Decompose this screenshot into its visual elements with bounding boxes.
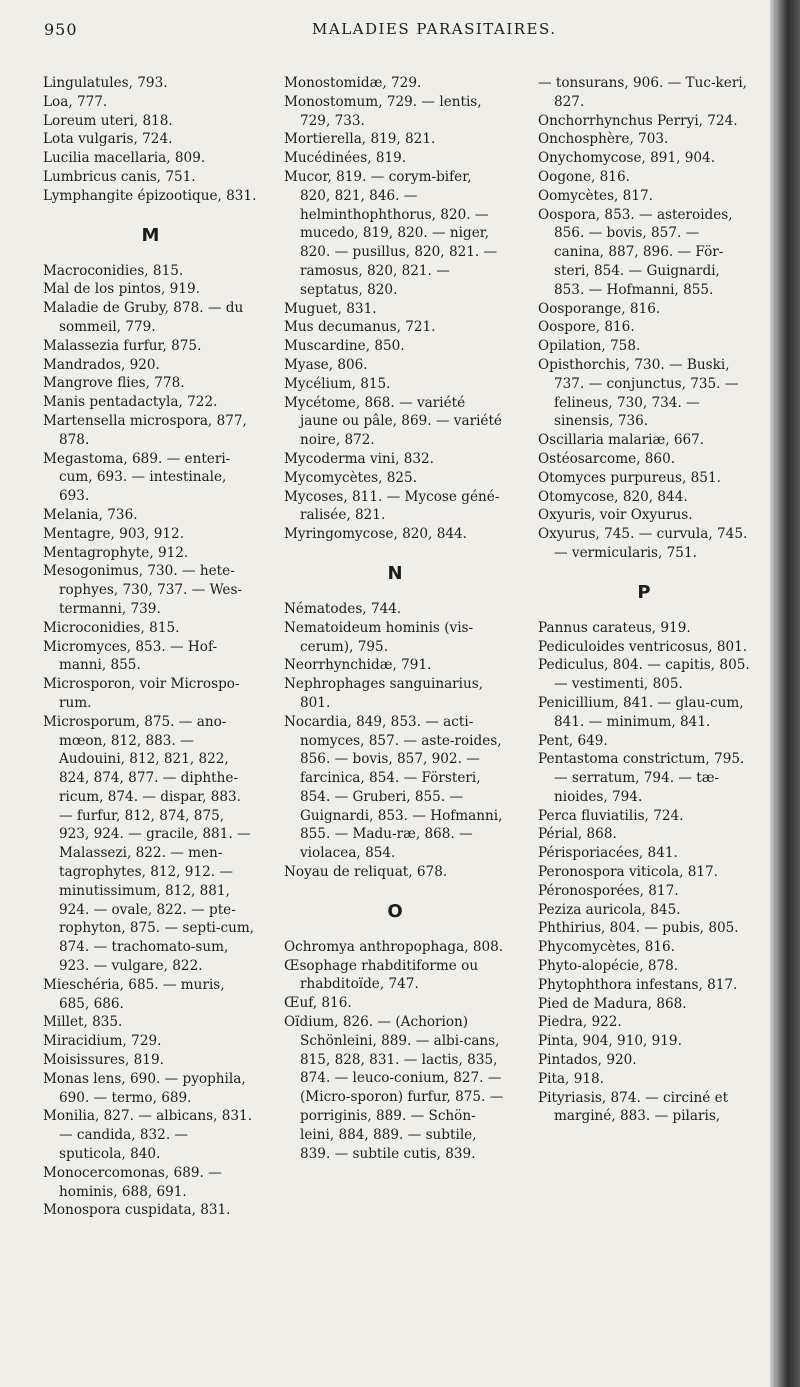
- index-entry: Pediculoides ventricosus, 801.: [538, 638, 748, 655]
- index-entry: Ostéosarcome, 860.: [538, 450, 676, 467]
- index-entry: Mentagrophyte, 912.: [43, 544, 189, 561]
- index-entry: Périsporiacées, 841.: [538, 845, 678, 862]
- index-entry: Peronospora viticola, 817.: [538, 864, 718, 881]
- index-entry: Myase, 806.: [284, 356, 368, 373]
- index-entry: Loa, 777.: [43, 93, 108, 110]
- index-entry: Oxyurus, 745. — curvula, 745. — vermicularis, 751.: [538, 526, 748, 561]
- index-entry: Mycétome, 868. — variété jaune ou pâle, 869. — variété noire, 872.: [284, 394, 502, 449]
- index-column-3: [538, 74, 750, 1126]
- index-entry: Otomycose, 820, 844.: [538, 488, 688, 505]
- index-entry: Mucédinées, 819.: [284, 150, 407, 167]
- index-entry: Œsophage rhabditiforme ou rhabditoïde, 747.: [284, 957, 479, 993]
- index-entry: Nématodes, 744.: [284, 600, 402, 617]
- index-entry: Manis pentadactyla, 722.: [43, 394, 218, 411]
- index-entry: Phytophthora infestans, 817.: [538, 976, 738, 993]
- index-entry: Moisissures, 819.: [43, 1052, 164, 1069]
- index-entry: Monocercomonas, 689. — hominis, 688, 691.: [43, 1164, 222, 1200]
- index-entry: Périal, 868.: [538, 826, 617, 843]
- index-entry: Lumbricus canis, 751.: [43, 168, 196, 185]
- index-entry: Martensella microspora, 877, 878.: [43, 412, 247, 448]
- index-entry: Nematoideum hominis (vis-cerum), 795.: [284, 619, 474, 655]
- index-entry: Lymphangite épizootique, 831.: [43, 187, 257, 204]
- index-entry: Mycoderma vini, 832.: [284, 450, 434, 467]
- index-entry: Pityriasis, 874. — circiné et marginé, 883. — pilaris,: [538, 1089, 729, 1125]
- index-entry: Pent, 649.: [538, 732, 608, 749]
- index-entry: Monospora cuspidata, 831.: [43, 1202, 231, 1219]
- section-letter-n: N: [387, 562, 403, 584]
- index-entry: Pita, 918.: [538, 1070, 604, 1087]
- index-entry: Onychomycose, 891, 904.: [538, 150, 716, 167]
- index-entry: Mieschéria, 685. — muris, 685, 686.: [43, 976, 225, 1012]
- index-entry: Mycoses, 811. — Mycose géné-ralisée, 821.: [284, 488, 500, 524]
- index-entry: Loreum uteri, 818.: [43, 112, 173, 129]
- index-entry: Œuf, 816.: [284, 995, 352, 1012]
- index-entry: Peziza auricola, 845.: [538, 901, 681, 918]
- running-head: MALADIES PARASITAIRES.: [312, 20, 557, 38]
- index-entry: Melania, 736.: [43, 506, 138, 523]
- index-entry: Monostomidæ, 729.: [284, 75, 422, 91]
- index-entry: Oospora, 853. — asteroides, 856. — bovis, 857. — canina, 887, 896. — För-steri, 854. — Guignardi, 853. — Hofmanni, 855.: [538, 206, 733, 298]
- index-entry: Malassezia furfur, 875.: [43, 337, 202, 354]
- index-entry: Noyau de reliquat, 678.: [284, 864, 448, 881]
- index-entry: Phycomycètes, 816.: [538, 939, 675, 956]
- index-entry: Lucilia macellaria, 809.: [43, 150, 206, 167]
- index-entry: — tonsurans, 906. — Tuc-keri, 827.: [538, 75, 748, 110]
- index-entry: Opilation, 758.: [538, 338, 641, 355]
- index-entry: Mangrove flies, 778.: [43, 375, 185, 392]
- index-entry: Macroconidies, 815.: [43, 262, 184, 279]
- index-entry: Mucor, 819. — corym-bifer, 820, 821, 846. — helminthophthorus, 820. — mucedo, 819, 820. — niger, 820. — pusillus, 820, 821. — ramosus, 820, 821. — septatus, 820.: [284, 168, 498, 298]
- index-entry: Pannus carateus, 919.: [538, 619, 691, 636]
- index-entry: Mortierella, 819, 821.: [284, 131, 436, 148]
- index-entry: Onchosphère, 703.: [538, 131, 669, 148]
- index-entry: Otomyces purpureus, 851.: [538, 469, 721, 486]
- index-entry: Pied de Madura, 868.: [538, 995, 687, 1012]
- index-entry: Nephrophages sanguinarius, 801.: [284, 676, 484, 711]
- index-entry: Lota vulgaris, 724.: [43, 131, 173, 148]
- index-entry: Phyto-alopécie, 878.: [538, 958, 679, 975]
- index-entry: Muscardine, 850.: [284, 338, 405, 355]
- index-column-2: [284, 74, 506, 1163]
- page-header: [0, 14, 770, 38]
- section-letter-p: P: [637, 581, 651, 603]
- index-entry: Pintados, 920.: [538, 1052, 637, 1069]
- index-entry: Mandrados, 920.: [43, 356, 160, 373]
- index-entry: Microsporon, voir Microspo-rum.: [43, 676, 240, 711]
- index-entry: Opisthorchis, 730. — Buski, 737. — conjunctus, 735. — felineus, 730, 734. — sinensis, 736.: [538, 356, 739, 430]
- index-entry: Microconidies, 815.: [43, 619, 180, 636]
- index-entry: Péronosporées, 817.: [538, 882, 679, 899]
- binding-highlight: [774, 0, 778, 1387]
- index-entry: Muguet, 831.: [284, 300, 377, 317]
- index-entry: Piedra, 922.: [538, 1014, 622, 1031]
- index-entry: Microsporum, 875. — ano-mœon, 812, 883. — Audouini, 812, 821, 822, 824, 874, 877. — diphthe-ricum, 874. — dispar, 883. — furfur, 812, 874, 875, 923, 924. — gracile, 881. — Malassezi, 822. — men-tagrophytes, 812, 912. — minutissimum, 812, 881, 924. — ovale, 822. — pte-rophyton, 875. — septi-cum, 874. — trachomato-sum, 923. — vulgare, 822.: [43, 713, 255, 975]
- index-entry: Mesogonimus, 730. — hete-rophyes, 730, 737. — Wes-termanni, 739.: [43, 563, 243, 617]
- index-entry: Perca fluviatilis, 724.: [538, 807, 684, 824]
- page-number: 950: [44, 20, 78, 39]
- index-entry: Oscillaria malariæ, 667.: [538, 432, 705, 449]
- index-entry: Myringomycose, 820, 844.: [284, 526, 467, 543]
- section-letter-m: M: [141, 224, 160, 246]
- index-entry: Oxyuris, voir Oxyurus.: [538, 507, 693, 524]
- index-entry: Mus decumanus, 721.: [284, 319, 436, 336]
- index-entry: Micromyces, 853. — Hof-manni, 855.: [43, 638, 218, 674]
- index-entry: Pinta, 904, 910, 919.: [538, 1033, 682, 1050]
- index-entry: Mentagre, 903, 912.: [43, 525, 185, 542]
- index-entry: Mycélium, 815.: [284, 375, 391, 392]
- index-entry: Pentastoma constrictum, 795. — serratum, 794. — tæ-nioides, 794.: [538, 751, 745, 805]
- index-entry: Mycomycètes, 825.: [284, 469, 418, 486]
- index-entry: Onchorrhynchus Perryi, 724.: [538, 112, 738, 129]
- index-column-1: [43, 74, 258, 1220]
- index-entry: Monostomum, 729. — lentis, 729, 733.: [284, 93, 482, 129]
- index-entry: Nocardia, 849, 853. — acti-nomyces, 857. — aste-roides, 856. — bovis, 857, 902. — farcinica, 854. — Försteri, 854. — Gruberi, 855. — Guignardi, 853. — Hofmanni, 855. — Madu-ræ, 868. — violacea, 854.: [284, 713, 503, 862]
- index-entry: Oïdium, 826. — (Achorion) Schönleini, 889. — albi-cans, 815, 828, 831. — lactis, 835, 874. — leuco-conium, 827. — (Micro-sporon) furfur, 875. — porriginis, 889. — Schön-leini, 884, 889. — subtile, 839. — subtile cutis, 839.: [284, 1014, 504, 1162]
- index-entry: Phthirius, 804. — pubis, 805.: [538, 920, 739, 937]
- index-entry: Penicillium, 841. — glau-cum, 841. — minimum, 841.: [538, 694, 744, 730]
- index-entry: Neorrhynchidæ, 791.: [284, 657, 432, 674]
- index-entry: Oogone, 816.: [538, 168, 630, 185]
- section-letter-o: O: [387, 900, 403, 922]
- index-entry: Pediculus, 804. — capitis, 805. — vestimenti, 805.: [538, 657, 750, 693]
- index-entry: Oosporange, 816.: [538, 300, 661, 317]
- index-entry: Maladie de Gruby, 878. — du sommeil, 779.: [43, 300, 244, 335]
- index-entry: Ochromya anthropophaga, 808.: [284, 938, 504, 955]
- index-entry: Lingulatules, 793.: [43, 75, 168, 91]
- index-entry: Monilia, 827. — albicans, 831. — candida, 832. — sputicola, 840.: [43, 1108, 253, 1163]
- index-entry: Millet, 835.: [43, 1014, 123, 1031]
- index-entry: Oospore, 816.: [538, 319, 635, 336]
- index-entry: Megastoma, 689. — enteri-cum, 693. — intestinale, 693.: [43, 450, 231, 505]
- index-entry: Oomycètes, 817.: [538, 187, 653, 204]
- index-entry: Mal de los pintos, 919.: [43, 281, 200, 298]
- index-entry: Miracidium, 729.: [43, 1033, 162, 1050]
- index-entry: Monas lens, 690. — pyophila, 690. — termo, 689.: [43, 1070, 246, 1106]
